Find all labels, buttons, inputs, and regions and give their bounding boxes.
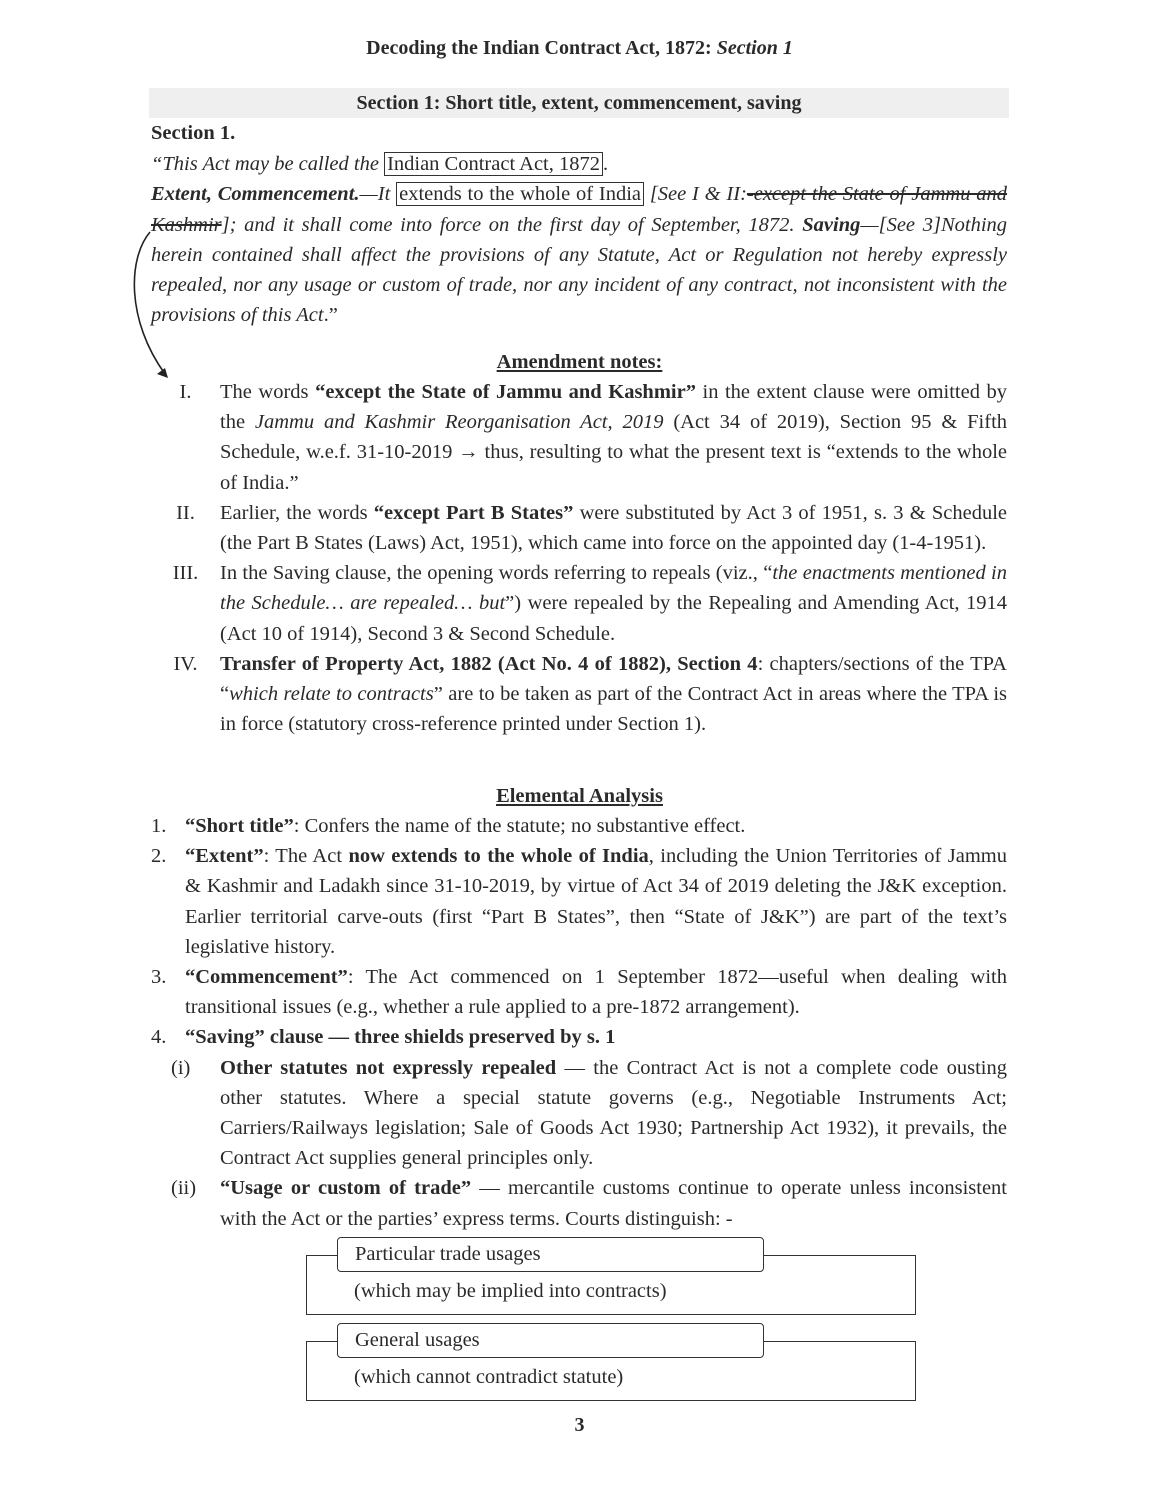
saving-sub-item (151, 1173, 1007, 1233)
amendment-text: (Act 34 of 2019), Section 95 & Fifth Schedule, w.e.f. 31-10-2019 → thus, resulting to what the present text is “extends to the whole of India.” (220, 411, 1008, 494)
analysis-text: : Confers the name of the statute; no substantive effect. (293, 815, 746, 837)
sub-item-number: (i) (171, 1056, 191, 1079)
section-banner: Section 1: Short title, extent, commencement, saving (149, 88, 1009, 118)
usage-sub-particular: (which may be implied into contracts) (354, 1280, 667, 1302)
amendment-text: The words (220, 381, 316, 403)
saving-sub-item (151, 1053, 1007, 1174)
section-text-quote (151, 149, 1007, 331)
amendment-italic: Jammu and Kashmir Reorganisation Act, 2019 (254, 411, 664, 434)
analysis-number: 1. (151, 815, 167, 837)
analysis-number: 2. (151, 845, 167, 868)
amendment-item (151, 649, 1007, 740)
saving-text: —[See 3]Nothing herein contained shall affect the provisions of any Statute, Act or Regulation not hereby expressly repealed, nor any usage or custom of trade, nor any incident of any contract, not inconsistent with the provisions of this Act (151, 213, 1008, 327)
page-number: 3 (574, 1414, 585, 1436)
elemental-analysis-heading: Elemental Analysis (496, 785, 663, 807)
analysis-text: , including the Union Territories of Jammu & Kashmir and Ladakh since 31-10-2019, by virtue of Act 34 of 2019 deleting the J&K exception. Earlier territorial carve-outs (first “Part B States”, then “State of J&K”) are part of the text’s legislative history. (185, 845, 1007, 958)
amendment-italic: which relate to contracts (229, 683, 434, 706)
boxed-extent: extends to the whole of India (396, 182, 644, 206)
analysis-term: “Commencement” (185, 966, 348, 989)
section-label: Section 1. (151, 122, 236, 144)
amendment-number: I. (179, 381, 192, 403)
analysis-item (151, 1022, 1007, 1052)
usage-tag-particular: Particular trade usages (337, 1237, 764, 1272)
amendment-list (151, 377, 1007, 739)
saving-label: Saving (802, 213, 861, 236)
amendment-notes-heading: Amendment notes: (496, 351, 663, 373)
sub-item-term: “Usage or custom of trade” (220, 1177, 472, 1200)
analysis-term: “Extent” (185, 845, 264, 868)
struck-text: -except the State of Jammu and Kashmir (151, 183, 1008, 236)
analysis-bold: now extends to the whole of India (348, 845, 649, 868)
amendment-number: II. (176, 501, 195, 524)
analysis-item (151, 811, 1007, 841)
analysis-item (151, 962, 1007, 1022)
amendment-text: in the extent clause were omitted by the (220, 381, 1007, 434)
sub-item-number: (ii) (171, 1177, 197, 1200)
boxed-short-title: Indian Contract Act, 1872 (384, 152, 603, 176)
sub-item-text: — the Contract Act is not a complete code ousting other statutes. Where a special statute governs (e.g., Negotiable Instruments Act; Carriers/Railways legislation; Sale of Goods Act 1930; Partnership Act 1932), it prevails, the Contract Act supplies general principles only. (220, 1056, 1007, 1170)
quote-title-end: . (603, 153, 609, 175)
amendment-item (151, 377, 1007, 498)
extent-text: ]; and it shall come into force on the first day of September, 1872. (221, 213, 795, 236)
analysis-list (151, 811, 1007, 1234)
amendment-bold: “except the State of Jammu and Kashmir” (315, 381, 696, 403)
amendment-text: were substituted by Act 3 of 1951, s. 3 & Schedule (the Part B States (Laws) Act, 1951), which came into force on the appointed day (1-4-1951). (220, 501, 1007, 555)
amendment-text: ”) were repealed by the Repealing and Amending Act, 1914 (Act 10 of 1914), Second 3 & Second Schedule. (220, 592, 1007, 645)
header-title: Decoding the Indian Contract Act, 1872: (366, 37, 712, 59)
amendment-number: III. (172, 562, 199, 585)
sub-item-term: Other statutes not expressly repealed (220, 1056, 557, 1079)
amendment-item (151, 558, 1007, 649)
amendment-text: ” are to be taken as part of the Contract Act in areas where the TPA is in force (statutory cross-reference printed under Section 1). (220, 683, 1008, 736)
analysis-text: : The Act (263, 845, 349, 868)
extent-label: Extent, Commencement. (151, 183, 360, 206)
amendment-italic: the enactments mentioned in the Schedule… are repealed… but (220, 562, 1007, 615)
header-section: Section 1 (716, 37, 793, 59)
analysis-term: “Saving” clause — three shields preserved by s. 1 (185, 1026, 616, 1049)
analysis-text: : The Act commenced on 1 September 1872—useful when dealing with transitional issues (e.g., whether a rule applied to a pre-1872 arrangement). (185, 966, 1007, 1019)
amendment-text: : chapters/sections of the TPA “ (220, 652, 1007, 706)
extent-see-note: [See I & II: (644, 183, 747, 206)
usage-tag-general: General usages (337, 1323, 764, 1358)
usage-sub-general: (which cannot contradict statute) (354, 1366, 624, 1388)
annotation-arrow (0, 0, 200, 400)
amendment-text: Earlier, the words (220, 501, 374, 524)
amendment-number: IV. (173, 652, 198, 675)
quote-close: .” (323, 304, 338, 327)
extent-dash: —It (359, 183, 397, 206)
quote-title-lead: “This Act may be called the (151, 153, 385, 175)
analysis-term: “Short title” (185, 815, 294, 837)
analysis-item (151, 841, 1007, 962)
sub-item-text: — mercantile customs continue to operate unless inconsistent with the Act or the parties’ express terms. Courts distinguish: - (220, 1177, 1007, 1230)
amendment-bold: Transfer of Property Act, 1882 (Act No. 4 of 1882), Section 4 (220, 652, 758, 675)
analysis-number: 3. (151, 966, 167, 989)
amendment-item (151, 498, 1007, 558)
amendment-text: In the Saving clause, the opening words referring to repeals (viz., “ (220, 562, 773, 585)
amendment-bold: “except Part B States” (373, 501, 574, 524)
analysis-number: 4. (151, 1026, 167, 1049)
